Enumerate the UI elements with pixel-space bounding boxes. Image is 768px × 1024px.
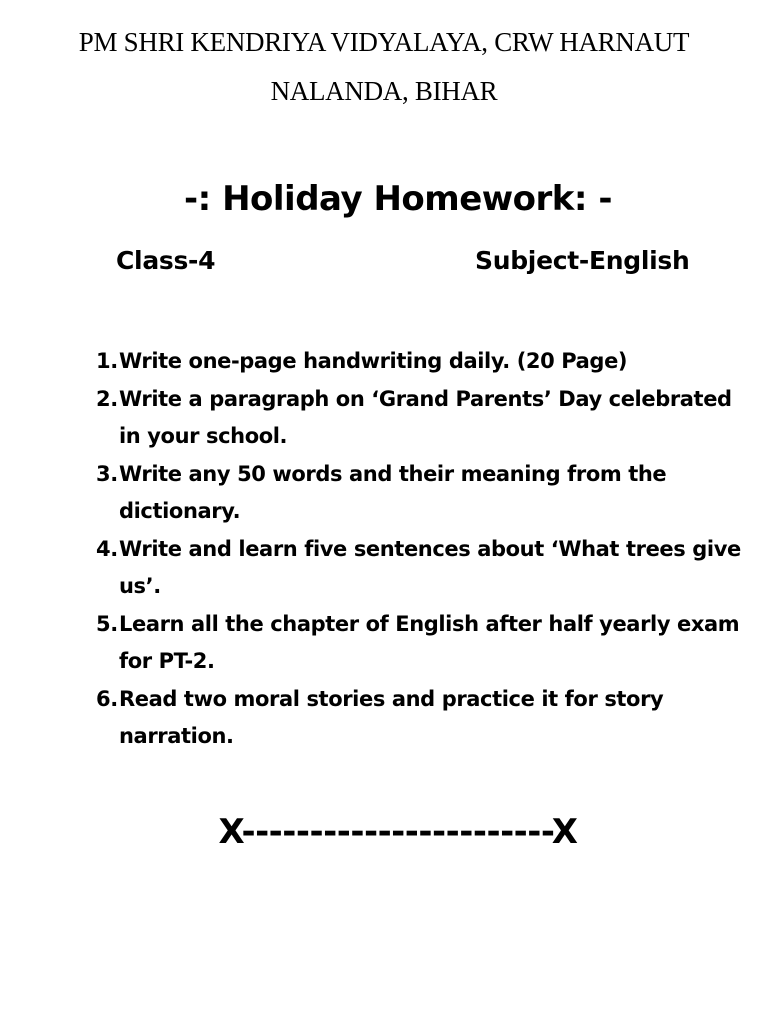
task-number: 6. (96, 686, 118, 711)
task-item-5 (96, 606, 746, 681)
task-item-1 (96, 343, 746, 381)
task-number: 2. (96, 386, 118, 411)
school-name-line-2: NALANDA, BIHAR (270, 76, 498, 106)
class-label: Class-4 (116, 246, 216, 275)
task-number: 1. (96, 349, 118, 373)
task-item-4 (96, 531, 746, 606)
end-marker: X-----------------------X (218, 812, 578, 852)
task-item-6 (96, 681, 746, 756)
task-item-3 (96, 456, 746, 531)
task-item-2 (96, 381, 746, 456)
task-text: Write any 50 words and their meaning from the dictionary. (119, 461, 667, 523)
task-number: 3. (96, 461, 118, 486)
task-text: Write one-page handwriting daily. (20 Page) (119, 349, 628, 373)
task-number: 5. (96, 611, 118, 636)
task-text: Write a paragraph on ‘Grand Parents’ Day celebrated in your school. (119, 386, 732, 448)
task-text: Learn all the chapter of English after half yearly exam for PT-2. (119, 611, 740, 673)
school-name-line-1: PM SHRI KENDRIYA VIDYALAYA, CRW HARNAUT (78, 27, 690, 57)
task-text: Write and learn five sentences about ‘What trees give us’. (119, 536, 741, 598)
homework-task-list (96, 343, 746, 756)
page-title: -: Holiday Homework: - (184, 179, 612, 219)
task-text: Read two moral stories and practice it for story narration. (119, 686, 664, 748)
task-number: 4. (96, 536, 118, 561)
subject-label: Subject-English (475, 246, 690, 275)
